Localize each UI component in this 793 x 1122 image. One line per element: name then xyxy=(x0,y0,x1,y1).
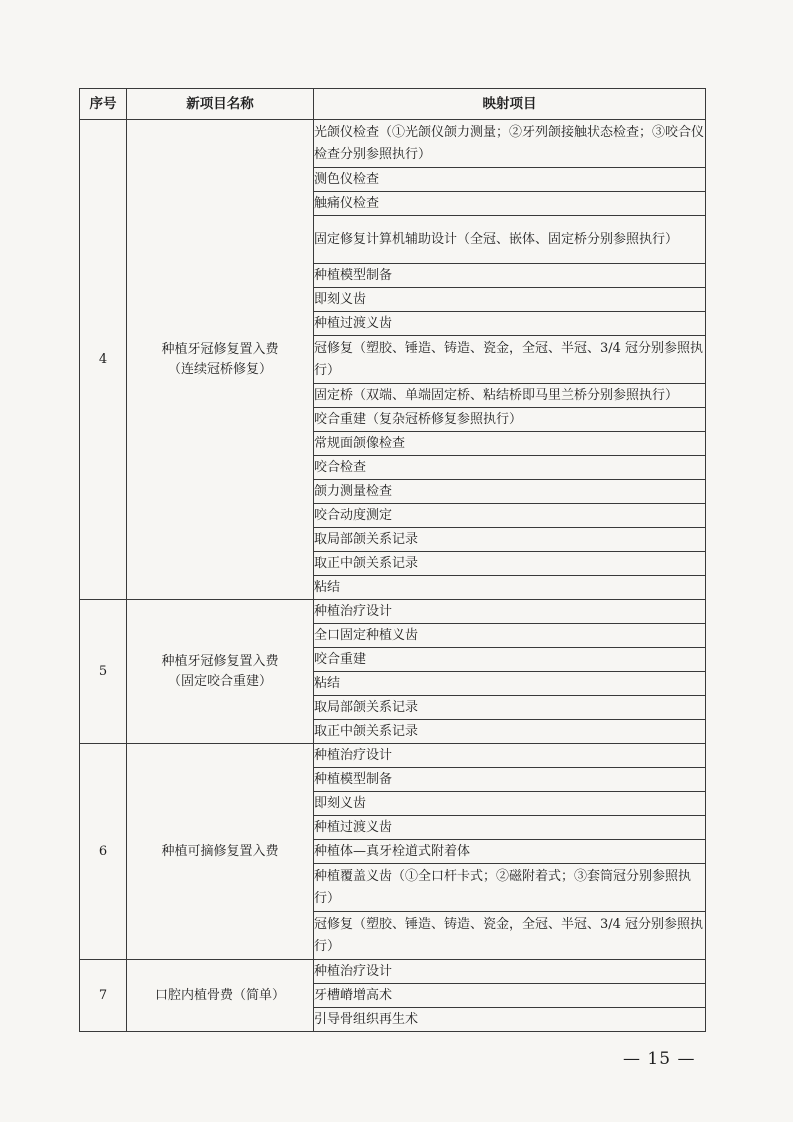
mapped-item-cell: 种植治疗设计 xyxy=(314,744,706,768)
new-item-name-cell xyxy=(127,744,314,960)
new-item-name-cell xyxy=(127,120,314,600)
new-item-name-line: （固定咬合重建） xyxy=(167,673,272,689)
page-number: — 15 — xyxy=(623,1049,696,1069)
table-header-row xyxy=(80,89,706,120)
mapped-item-cell: 粘结 xyxy=(314,672,706,696)
mapping-table xyxy=(79,88,706,1032)
mapped-item-cell: 即刻义齿 xyxy=(314,288,706,312)
mapped-item-cell: 取正中颌关系记录 xyxy=(314,552,706,576)
seq-cell: 5 xyxy=(80,600,127,744)
mapped-item-cell: 牙槽嵴增高术 xyxy=(314,984,706,1008)
table-row xyxy=(80,120,706,168)
mapped-item-cell: 测色仪检查 xyxy=(314,168,706,192)
mapped-item-cell: 固定桥（双端、单端固定桥、粘结桥即马里兰桥分别参照执行） xyxy=(314,384,706,408)
mapped-item-cell: 取局部颌关系记录 xyxy=(314,528,706,552)
table-row xyxy=(80,600,706,624)
mapped-item-cell: 光颌仪检查（①光颌仪颌力测量；②牙列颌接触状态检查；③咬合仪检查分别参照执行） xyxy=(314,120,706,168)
mapped-item-cell: 取正中颌关系记录 xyxy=(314,720,706,744)
mapped-item-cell: 种植体—真牙栓道式附着体 xyxy=(314,840,706,864)
seq-cell: 6 xyxy=(80,744,127,960)
new-item-name-cell xyxy=(127,960,314,1032)
mapped-item-cell: 种植治疗设计 xyxy=(314,600,706,624)
mapped-item-cell: 咬合重建 xyxy=(314,648,706,672)
header-mapped-items: 映射项目 xyxy=(314,89,706,120)
mapped-item-cell: 常规面颌像检查 xyxy=(314,432,706,456)
mapped-item-cell: 种植模型制备 xyxy=(314,768,706,792)
mapped-item-cell: 颌力测量检查 xyxy=(314,480,706,504)
mapped-item-cell: 取局部颌关系记录 xyxy=(314,696,706,720)
table-body xyxy=(80,120,706,1032)
seq-cell: 4 xyxy=(80,120,127,600)
header-seq: 序号 xyxy=(80,89,127,120)
new-item-name-line: 种植可摘修复置入费 xyxy=(161,843,279,859)
mapped-item-cell: 种植过渡义齿 xyxy=(314,312,706,336)
table-row xyxy=(80,960,706,984)
header-new-item-name: 新项目名称 xyxy=(127,89,314,120)
mapped-item-cell: 咬合重建（复杂冠桥修复参照执行） xyxy=(314,408,706,432)
mapped-item-cell: 咬合动度测定 xyxy=(314,504,706,528)
mapped-item-cell: 咬合检查 xyxy=(314,456,706,480)
mapped-item-cell: 固定修复计算机辅助设计（全冠、嵌体、固定桥分别参照执行） xyxy=(314,216,706,264)
mapped-item-cell: 种植模型制备 xyxy=(314,264,706,288)
new-item-name-line: （连续冠桥修复） xyxy=(167,361,272,377)
new-item-name-line: 口腔内植骨费（简单） xyxy=(154,987,285,1003)
mapped-item-cell: 粘结 xyxy=(314,576,706,600)
mapped-item-cell: 触痛仪检查 xyxy=(314,192,706,216)
mapped-item-cell: 引导骨组织再生术 xyxy=(314,1008,706,1032)
mapped-item-cell: 种植覆盖义齿（①全口杆卡式；②磁附着式；③套筒冠分别参照执行） xyxy=(314,864,706,912)
new-item-name-line: 种植牙冠修复置入费 xyxy=(161,653,279,669)
table-row xyxy=(80,744,706,768)
mapped-item-cell: 全口固定种植义齿 xyxy=(314,624,706,648)
new-item-name-cell xyxy=(127,600,314,744)
mapped-item-cell: 冠修复（塑胶、锤造、铸造、瓷金，全冠、半冠、3/4 冠分别参照执行） xyxy=(314,336,706,384)
mapped-item-cell: 种植治疗设计 xyxy=(314,960,706,984)
seq-cell: 7 xyxy=(80,960,127,1032)
mapped-item-cell: 即刻义齿 xyxy=(314,792,706,816)
mapped-item-cell: 冠修复（塑胶、锤造、铸造、瓷金，全冠、半冠、3/4 冠分别参照执行） xyxy=(314,912,706,960)
new-item-name-line: 种植牙冠修复置入费 xyxy=(161,341,279,357)
mapped-item-cell: 种植过渡义齿 xyxy=(314,816,706,840)
